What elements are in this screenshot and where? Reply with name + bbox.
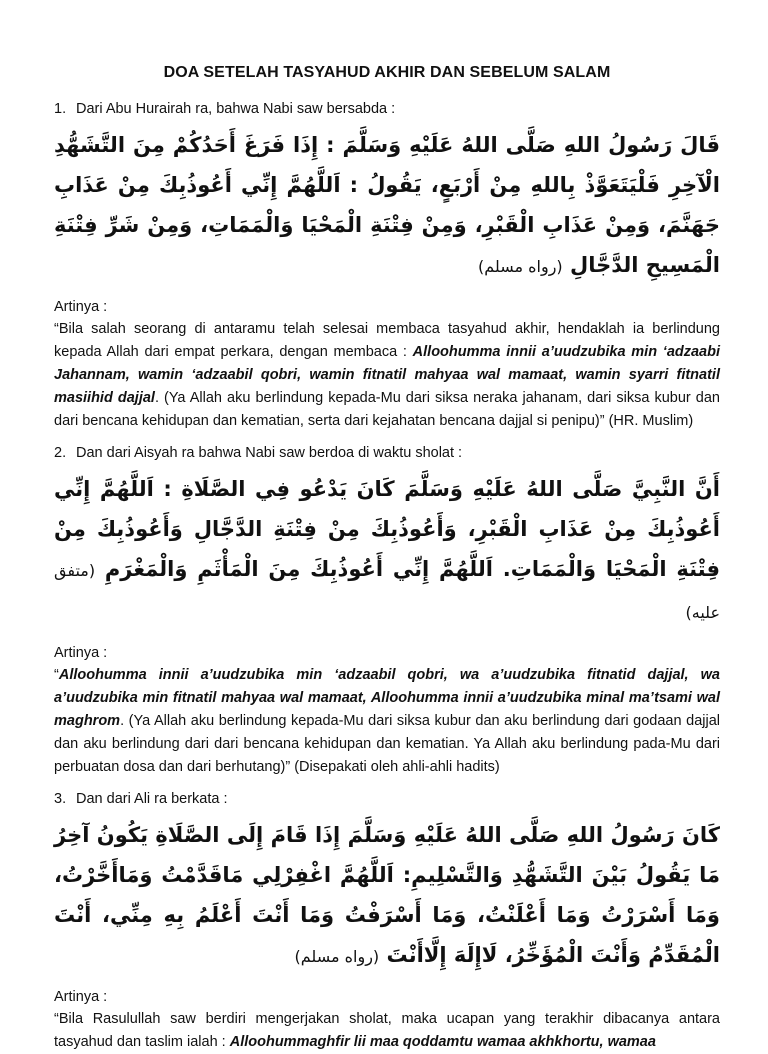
translation-paragraph	[54, 1008, 720, 1054]
transliteration: Alloohummaghfir lii maa qoddamtu wamaa akhkhortu, wamaa	[229, 1034, 656, 1050]
arabic-hadith: أَنَّ النَّبِيَّ صَلَّى اللهُ عَلَيْهِ وَسَلَّمَ كَانَ يَدْعُو فِي الصَّلَاةِ : اَللَّهُمَّ إِنِّي أَعُوذُبِكَ مِنْ عَذَابِ الْقَبْرِ، وَأَعُوذُبِكَ مِنْ فِتْنَةِ الدَّجَّالِ وَأَعُوذُبِكَ مِنْ فِتْنَةِ الْمَحْيَا وَالْمَمَاتِ. اَللَّهُمَّ إِنِّي أَعُوذُبِكَ مِنَ الْمَأْثَمِ وَالْمَغْرَمِ	[54, 477, 721, 581]
section-heading-text: Dari Abu Hurairah ra, bahwa Nabi saw bersabda :	[76, 101, 396, 117]
arabic-text	[54, 125, 720, 287]
arabic-hadith: كَانَ رَسُولُ اللهِ صَلَّى اللهُ عَلَيْهِ وَسَلَّمَ إِذَا قَامَ إِلَى الصَّلَاةِ يَكُونُ آخِرُ مَا يَقُولُ بَيْنَ التَّشَهُّدِ وَالتَّسْلِيمِ: اَللَّهُمَّ اغْفِرْلِي مَاقَدَّمْتُ وَمَاأَخَّرْتُ، وَمَا أَسْرَرْتُ وَمَا أَعْلَنْتُ، وَمَا أَسْرَفْتُ وَمَا أَنْتَ أَعْلَمُ بِهِ مِنِّي، أَنْتَ الْمُقَدِّمُ وَأَنْتَ الْمُؤَخِّرُ، لَاإِلَهَ إِلَّاأَنْتَ	[54, 823, 720, 967]
section-1	[54, 99, 720, 433]
document-title: DOA SETELAH TASYAHUD AKHIR DAN SEBELUM SALAM	[163, 64, 611, 81]
artinya-label: Artinya :	[54, 989, 108, 1005]
section-2	[54, 443, 720, 779]
translation-meaning: . (Ya Allah aku berlindung kepada-Mu dari siksa neraka jahanam, dari siksa kubur dan dari bencana kehidupan dan kematian, serta dari kejahatan bencana dajjal si penipu)” (HR. Muslim)	[54, 390, 720, 429]
section-number: 3.	[54, 791, 67, 807]
section-3	[54, 789, 720, 1054]
section-heading	[54, 443, 720, 463]
section-heading	[54, 789, 720, 809]
artinya-label: Artinya :	[54, 645, 108, 661]
section-heading-text: Dan dari Aisyah ra bahwa Nabi saw berdoa di waktu sholat :	[76, 445, 463, 461]
arabic-hadith: قَالَ رَسُولُ اللهِ صَلَّى اللهُ عَلَيْهِ وَسَلَّمَ : إِذَا فَرَغَ أَحَدُكُمْ مِنَ التَّشَهُّدِ الْآخِرِ فَلْيَتَعَوَّذْ بِاللهِ مِنْ أَرْبَعٍ، يَقُولُ : اَللَّهُمَّ إِنِّي أَعُوذُبِكَ مِنْ عَذَابِ جَهَنَّمَ، وَمِنْ عَذَابِ الْقَبْرِ، وَمِنْ فِتْنَةِ الْمَحْيَا وَالْمَمَاتِ، وَمِنْ شَرِّ فِتْنَةِ الْمَسِيحِ الدَّجَّالِ	[54, 133, 720, 277]
section-heading-text: Dan dari Ali ra berkata :	[76, 791, 228, 807]
section-number: 2.	[54, 445, 67, 461]
transliteration: Alloohumma innii a’uudzubika min ‘adzaabil qobri, wa a’uudzubika fitnatid dajjal, wa a’uudzubika min fitnatil mahyaa wal mamaat, Alloohumma innii a’uudzubika minal ma’tsami wal maghrom	[54, 667, 720, 729]
transliteration: Alloohumma innii a’uudzubika min ‘adzaabi Jahannam, wamin ‘adzaabil qobri, wamin fitnatil mahyaa wal mamaat, wamin syarri fitnatil masiihid dajjal	[54, 344, 721, 406]
arabic-text	[54, 815, 720, 977]
translation-meaning: . (Ya Allah aku berlindung kepada-Mu dari siksa kubur dan aku berlindung dari godaan dajjal dan aku berlindung dari dari bencana kehidupan dan kematian. Ya Allah aku berlindung pada-Mu dari perbuatan dosa dan dari berhutang)” (Disepakati oleh ahli-ahli hadits)	[54, 713, 720, 775]
translation-paragraph	[54, 664, 720, 779]
section-heading	[54, 99, 720, 119]
arabic-text	[54, 469, 720, 633]
translation-intro: “Bila salah seorang di antaramu telah selesai membaca tasyahud akhir, hendaklah ia berlindung kepada Allah dari empat perkara, dengan membaca :	[54, 321, 720, 360]
arabic-reference: (رواه مسلم)	[294, 947, 380, 966]
section-number: 1.	[54, 101, 67, 117]
translation-intro: “Bila Rasulullah saw berdiri mengerjakan sholat, maka ucapan yang terakhir dibacanya antara tasyahud dan taslim ialah :	[54, 1011, 720, 1050]
translation-intro: “	[54, 667, 59, 683]
artinya-label: Artinya :	[54, 299, 108, 315]
arabic-reference: (رواه مسلم)	[478, 257, 563, 276]
arabic-reference: (متفق عليه)	[54, 561, 720, 622]
translation-paragraph	[54, 318, 720, 433]
